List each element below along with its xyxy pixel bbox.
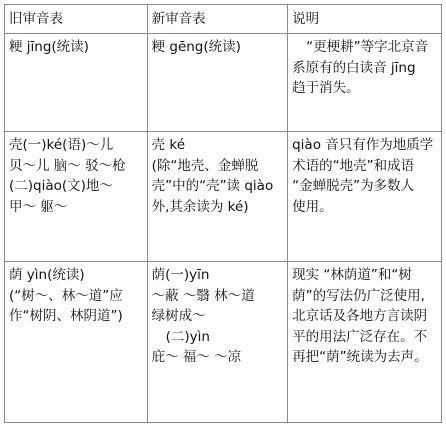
explanation-cell bbox=[288, 132, 442, 262]
cell-line: 现实 “林荫道”和“树 bbox=[292, 267, 412, 283]
cell-line: (二)qiào(文)地～ bbox=[9, 178, 113, 194]
cell-line: 庇～ 福～ ～凉 bbox=[151, 349, 242, 365]
header-old-table: 旧审音表 bbox=[5, 5, 148, 34]
cell-line: 外,其余读为 ké) bbox=[151, 198, 249, 215]
cell-line: 作“树阴、林阴道”) bbox=[9, 308, 123, 324]
cell-line: 系原有的白读音 jīng bbox=[292, 59, 416, 76]
cell-line: 贝～儿 脑～ 驳～枪 bbox=[9, 157, 126, 174]
new-reading-cell bbox=[147, 132, 288, 262]
cell-line: 绿树成～ bbox=[151, 308, 206, 324]
cell-line: 壳(一)ké(语)～儿 bbox=[9, 137, 114, 153]
new-reading-cell bbox=[147, 262, 288, 423]
cell-line: (“树～、林～道”应 bbox=[9, 287, 123, 304]
header-note: 说明 bbox=[288, 5, 442, 34]
table-row bbox=[5, 34, 442, 132]
header-new-table: 新审音表 bbox=[147, 5, 288, 34]
old-reading-cell bbox=[5, 34, 148, 132]
explanation-cell bbox=[288, 34, 442, 132]
cell-line: 甲～ 躯～ bbox=[9, 198, 68, 215]
cell-line: 壳 ké bbox=[151, 137, 186, 153]
table-row bbox=[5, 132, 442, 262]
cell-line: 北京话及各地方言读阴 bbox=[292, 308, 428, 324]
old-reading-cell bbox=[5, 132, 148, 262]
cell-line: (二)yìn bbox=[165, 328, 210, 345]
cell-line: 粳 jīng(统读) bbox=[9, 39, 89, 55]
old-reading-cell bbox=[5, 262, 148, 423]
cell-line: 粳 gēng(统读) bbox=[151, 39, 241, 55]
new-reading-cell bbox=[147, 34, 288, 132]
cell-line: 使用。 bbox=[292, 198, 333, 215]
pronunciation-comparison-table bbox=[4, 4, 442, 423]
cell-line: 荫 yìn(统读) bbox=[9, 267, 85, 283]
explanation-cell bbox=[288, 262, 442, 423]
cell-line: qiào 音只有作为地质学 bbox=[292, 137, 434, 153]
cell-line: 平的用法广泛存在。不 bbox=[292, 328, 428, 345]
cell-line: 荫(一)yīn bbox=[151, 267, 210, 283]
cell-line: 术语的“地壳”和成语 bbox=[292, 157, 415, 174]
cell-line: ～蔽 ～翳 林～道 bbox=[151, 287, 255, 304]
table-row bbox=[5, 262, 442, 423]
cell-line: “更梗耕”等字北京音 bbox=[306, 39, 429, 55]
header-row bbox=[5, 5, 442, 34]
cell-line: “金蝉脱壳”为多数人 bbox=[292, 178, 415, 194]
cell-line: (除“地壳、金蝉脱 bbox=[151, 157, 259, 174]
cell-line: 再把“荫”统读为去声。 bbox=[292, 349, 428, 365]
cell-line: 荫”的写法仍广泛使用, bbox=[292, 287, 425, 304]
cell-line: 趋于消失。 bbox=[292, 80, 360, 96]
cell-line: 壳”中的“壳”读 qiào bbox=[151, 178, 274, 194]
